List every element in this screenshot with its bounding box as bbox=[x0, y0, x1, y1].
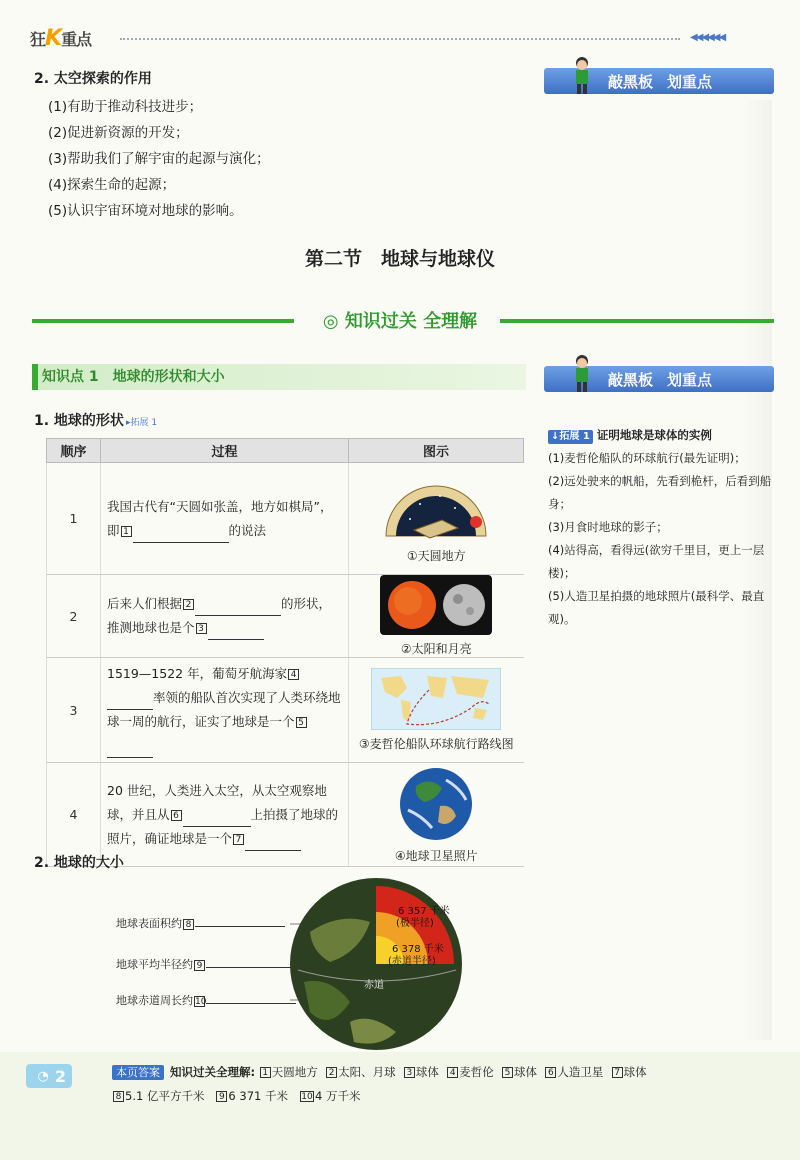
teacher-icon bbox=[568, 354, 596, 392]
seq-cell: 2 bbox=[47, 575, 101, 658]
answer-blank[interactable] bbox=[245, 850, 301, 851]
expand-tag: ↓拓展 1 bbox=[548, 430, 593, 444]
answer-blank[interactable] bbox=[133, 542, 229, 543]
sun-moon-illustration bbox=[380, 575, 492, 635]
image-cell bbox=[349, 463, 524, 575]
answer-blank[interactable] bbox=[195, 615, 281, 616]
figure-caption: ④地球卫星照片 bbox=[394, 848, 478, 863]
image-cell bbox=[349, 575, 524, 658]
banner-rule-left bbox=[32, 319, 294, 323]
table-row bbox=[47, 658, 524, 763]
swirl-icon: ◎ bbox=[322, 311, 339, 332]
figure-caption: ③麦哲伦船队环球航行路线图 bbox=[358, 737, 514, 751]
header-arrows-icon: ◀◀◀◀◀◀ bbox=[690, 32, 725, 43]
earth-satellite-photo bbox=[396, 766, 476, 842]
section-title: 第二节 地球与地球仪 bbox=[304, 248, 495, 270]
table-header-row bbox=[47, 439, 524, 463]
size-label-circumference: 地球赤道周长约 10 bbox=[116, 992, 296, 1008]
col-header: 顺序 bbox=[47, 439, 101, 463]
banner-rule-right bbox=[500, 319, 774, 323]
shape-table bbox=[46, 438, 524, 867]
size-title: 2. 地球的大小 bbox=[34, 855, 124, 871]
list-item: (4)站得高，看得远(欲穷千里目，更上一层楼)； bbox=[548, 543, 765, 580]
figure-caption: ②太阳和月亮 bbox=[400, 642, 472, 656]
process-cell: 后来人们根据 2 的形状，推测地球也是个 3 bbox=[101, 575, 349, 658]
expand-link[interactable]: ▸拓展 1 bbox=[125, 418, 158, 428]
banner-heading: ◎ 知识过关 全理解 bbox=[322, 311, 478, 332]
board-badge-top: 敲黑板 划重点 bbox=[544, 68, 774, 94]
process-cell: 1519—1522 年，葡萄牙航海家 4率领的船队首次实现了人类环绕地球一周的航行，证实了地球是一个 5 bbox=[101, 658, 349, 763]
voyage-map-illustration bbox=[371, 668, 501, 730]
process-cell: 我国古代有“天圆如张盖，地方如棋局”，即 1 的说法 bbox=[101, 463, 349, 575]
answer-blank[interactable] bbox=[208, 639, 264, 640]
list-item: (5)人造卫星拍摄的地球照片(最科学、最直观)。 bbox=[548, 589, 765, 626]
process-cell: 20 世纪，人类进入太空，从太空观察地球，并且从 6 上拍摄了地球的照片，确证地球是一个 7 bbox=[101, 763, 349, 867]
space-role-list bbox=[48, 94, 270, 224]
answer-key: 本页答案 知识过关全理解: 1 天圆地方 2 太阳、月球 3 球体 4 麦哲伦 5 球体 6 人造卫星 7 球体 8 5.1 亿平方千米 9 6 371 千米 10 4 万千米 bbox=[112, 1060, 772, 1108]
table-row bbox=[47, 763, 524, 867]
table-row bbox=[47, 463, 524, 575]
col-header: 过程 bbox=[101, 439, 349, 463]
seq-cell: 3 bbox=[47, 658, 101, 763]
list-item: (1)麦哲伦船队的环球航行(最先证明)； bbox=[548, 451, 746, 465]
shape-title: 1. 地球的形状 ▸拓展 1 bbox=[34, 413, 158, 429]
seq-cell: 4 bbox=[47, 763, 101, 867]
header-dotted-rule bbox=[120, 38, 680, 40]
list-item: (2)远处驶来的帆船，先看到桅杆，后看到船身； bbox=[548, 474, 772, 511]
teacher-icon bbox=[568, 56, 596, 94]
list-item: (3)月食时地球的影子； bbox=[548, 520, 668, 534]
book-logo: 狂K重点 bbox=[30, 26, 92, 51]
clock-icon: ◔ bbox=[37, 1068, 49, 1084]
space-role-title: 2. 太空探索的作用 bbox=[34, 71, 152, 87]
knowledge-point-bar: 知识点 1 地球的形状和大小 bbox=[32, 364, 526, 390]
answer-blank[interactable] bbox=[107, 757, 153, 758]
earth-cross-section-diagram bbox=[200, 872, 490, 1050]
polar-radius-label: 6 357 千米 bbox=[398, 906, 450, 917]
dome-earth-illustration bbox=[380, 474, 492, 542]
answer-blank[interactable] bbox=[107, 709, 153, 710]
list-item: (4)探索生命的起源； bbox=[48, 177, 176, 193]
image-cell bbox=[349, 658, 524, 763]
figure-caption: ①天圆地方 bbox=[406, 548, 466, 563]
equatorial-radius-sub: (赤道半径) bbox=[388, 956, 436, 967]
seq-cell: 1 bbox=[47, 463, 101, 575]
board-badge-middle: 敲黑板 划重点 bbox=[544, 366, 774, 392]
list-item: (3)帮助我们了解宇宙的起源与演化； bbox=[48, 151, 270, 167]
list-item: (5)认识宇宙环境对地球的影响。 bbox=[48, 203, 243, 219]
answer-tag: 本页答案 bbox=[112, 1065, 164, 1080]
list-item: (1)有助于推动科技进步； bbox=[48, 99, 203, 115]
image-cell bbox=[349, 763, 524, 867]
polar-radius-sub: (极半径) bbox=[396, 918, 434, 929]
expand-title: 证明地球是球体的实例 bbox=[596, 428, 712, 442]
page-number: ◔ 2 bbox=[26, 1064, 72, 1088]
col-header: 图示 bbox=[349, 439, 524, 463]
equatorial-radius-label: 6 378 千米 bbox=[392, 944, 444, 955]
size-label-area: 地球表面积约 8 bbox=[116, 915, 285, 931]
answer-blank[interactable] bbox=[183, 826, 251, 827]
expand-box bbox=[548, 424, 774, 631]
list-item: (2)促进新资源的开发； bbox=[48, 125, 189, 141]
table-row bbox=[47, 575, 524, 658]
size-label-radius: 地球平均半径约 9 bbox=[116, 956, 296, 972]
equator-label: 赤道 bbox=[364, 980, 384, 991]
